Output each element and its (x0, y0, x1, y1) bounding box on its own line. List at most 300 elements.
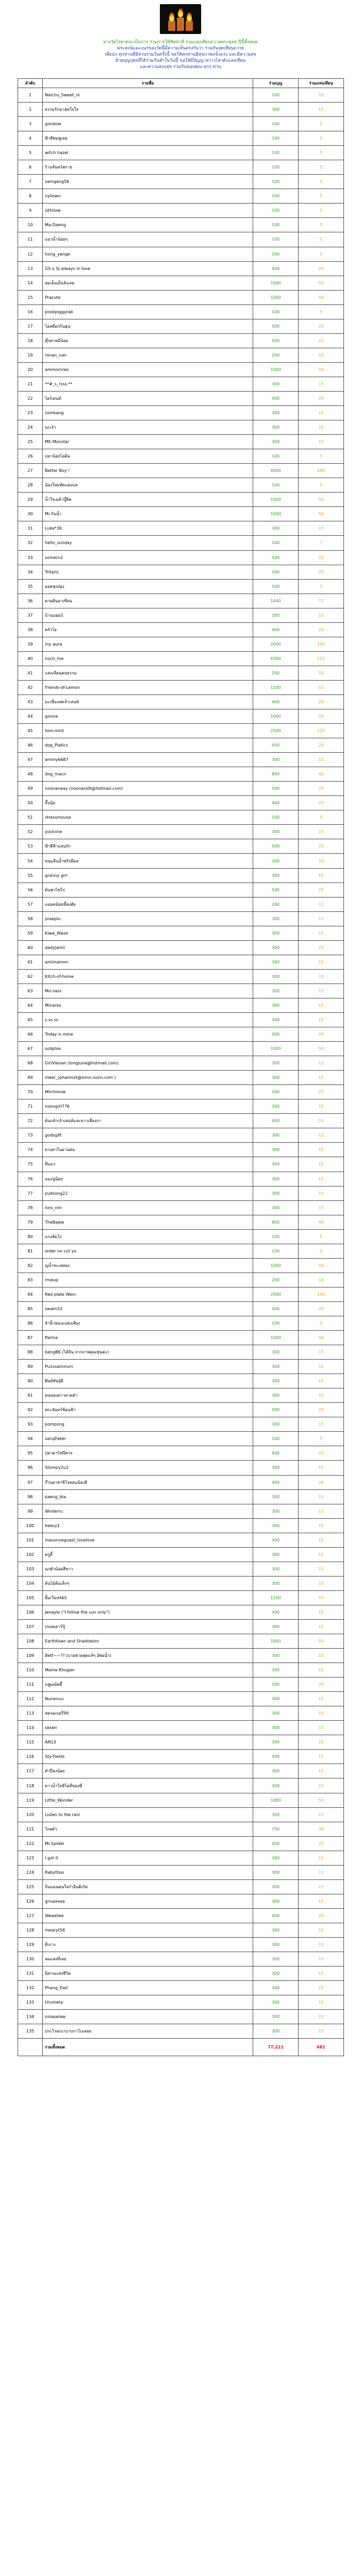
table-row (18, 2010, 344, 2024)
row-money: 1000 (253, 493, 299, 507)
row-name: godsgift (43, 1128, 253, 1143)
row-no: 36 (18, 594, 43, 608)
row-name: Kitch-of-home (43, 969, 253, 984)
table-row (18, 1186, 344, 1200)
row-name: friends-of-Lemon (43, 680, 253, 694)
row-money: 1000 (253, 507, 299, 521)
table-row (18, 1851, 344, 1865)
row-no: 28 (18, 478, 43, 493)
row-candles: 40 (299, 767, 344, 782)
row-no: 23 (18, 406, 43, 420)
header-money: ร่วมบุญ (253, 79, 299, 88)
row-money: 300 (253, 2010, 299, 2024)
table-row (18, 1301, 344, 1316)
row-money: 1100 (253, 1590, 299, 1605)
row-no: 56 (18, 883, 43, 897)
table-row (18, 1316, 344, 1330)
row-no: 21 (18, 377, 43, 391)
row-candles: 10 (299, 666, 344, 680)
row-no: 1 (18, 88, 43, 103)
row-name: ร้านจันทร์สกาย (43, 160, 253, 175)
row-name: noonaneay (noonand9@hotmail.com) (43, 782, 253, 796)
table-row (18, 839, 344, 854)
table-row (18, 1677, 344, 1692)
table-row (18, 1244, 344, 1258)
row-money: 300 (253, 1562, 299, 1576)
row-no: 58 (18, 911, 43, 926)
row-money: 300 (253, 1547, 299, 1562)
row-no: 116 (18, 1750, 43, 1764)
row-no: 97 (18, 1475, 43, 1489)
row-money: 300 (253, 1461, 299, 1475)
row-money: 100 (253, 204, 299, 218)
row-no: 90 (18, 1374, 43, 1388)
notice-line-5: และความสงบสุข ร่วมกันขอบคุณ ทุกๆ ท่าน (140, 64, 221, 70)
table-row (18, 1229, 344, 1244)
row-candles: 25 (299, 782, 344, 796)
row-money: 1000 (253, 362, 299, 377)
row-no: 77 (18, 1186, 43, 1200)
row-no: 75 (18, 1157, 43, 1172)
row-money: 400 (253, 1475, 299, 1489)
table-row (18, 2024, 344, 2039)
row-no: 18 (18, 333, 43, 348)
row-candles: 5 (299, 449, 344, 464)
table-row (18, 406, 344, 420)
row-money: 300 (253, 1360, 299, 1374)
table-row (18, 1388, 344, 1403)
row-no: 115 (18, 1735, 43, 1750)
row-name: ยิ้มเวียงHAS (43, 1590, 253, 1605)
row-no: 65 (18, 1013, 43, 1027)
row-name: แมวน้ำน้อยๆ (43, 232, 253, 247)
row-name: Weaaliee (43, 1908, 253, 1923)
table-row (18, 1258, 344, 1273)
row-name: rmeup (43, 1273, 253, 1287)
row-no: 14 (18, 276, 43, 290)
row-name: Today is mine (43, 1027, 253, 1042)
row-name: Better Boy ! (43, 464, 253, 478)
row-candles: 15 (299, 1764, 344, 1778)
row-candles: 20 (299, 1446, 344, 1461)
table-row (18, 1938, 344, 1952)
row-money: 300 (253, 1172, 299, 1186)
row-no: 93 (18, 1417, 43, 1432)
table-row (18, 1793, 344, 1807)
row-no: 86 (18, 1316, 43, 1330)
row-no: 52 (18, 825, 43, 839)
table-row (18, 1403, 344, 1417)
row-name: น้ำใจเมต้าบู๊ติค (43, 493, 253, 507)
row-money: 100 (253, 1316, 299, 1330)
row-money: 300 (253, 1750, 299, 1764)
row-name: nyllown (43, 189, 253, 204)
row-candles: 50 (299, 1258, 344, 1273)
row-no: 124 (18, 1865, 43, 1879)
row-candles: 15 (299, 1099, 344, 1114)
row-no: 59 (18, 926, 43, 940)
row-name: Winterru (43, 1504, 253, 1518)
row-candles: 215 (299, 651, 344, 666)
row-candles: 15 (299, 1576, 344, 1590)
row-name: แสงเทียนคนธรรม (43, 666, 253, 680)
row-candles: 15 (299, 1504, 344, 1518)
row-candles: 50 (299, 1634, 344, 1649)
row-name: ลูกบอลลอย (43, 1894, 253, 1908)
total-row (18, 2039, 344, 2056)
row-no: 83 (18, 1273, 43, 1287)
table-row (18, 1432, 344, 1446)
table-row (18, 651, 344, 666)
row-name: ยอดพุงป่อง (43, 579, 253, 594)
row-candles: 10 (299, 88, 344, 103)
table-row (18, 103, 344, 117)
row-name: ก๊วนอาสาชิโจตอบน้องสิ (43, 1475, 253, 1489)
row-money: 300 (253, 911, 299, 926)
row-candles: 15 (299, 435, 344, 449)
row-name: พระจันทร์ซ้อนฟ้า (43, 1403, 253, 1417)
row-money: 400 (253, 1301, 299, 1316)
table-row (18, 926, 344, 940)
row-name: ปลาคาร์ฟปีศาจ (43, 1446, 253, 1461)
row-no: 117 (18, 1764, 43, 1778)
table-row (18, 1489, 344, 1504)
row-name: ดวงตาในม่านฝน (43, 1143, 253, 1157)
row-money: 400 (253, 738, 299, 753)
row-name: Nunenuu (43, 1692, 253, 1706)
row-no: 71 (18, 1099, 43, 1114)
row-money: 300 (253, 1143, 299, 1157)
row-candles: 15 (299, 1778, 344, 1793)
row-candles: 15 (299, 1533, 344, 1547)
row-no: 3 (18, 117, 43, 131)
row-money: 100 (253, 247, 299, 261)
table-row (18, 493, 344, 507)
row-no: 84 (18, 1287, 43, 1301)
row-candles: 15 (299, 1374, 344, 1388)
row-name: sithilow (43, 204, 253, 218)
row-candles: 15 (299, 868, 344, 883)
table-row (18, 1721, 344, 1735)
row-no: 7 (18, 175, 43, 189)
row-name: ไอร์เดนท์ (43, 391, 253, 405)
row-no: 69 (18, 1071, 43, 1085)
row-money: 1000 (253, 276, 299, 290)
row-money: 300 (253, 1345, 299, 1360)
row-candles: 15 (299, 1981, 344, 1995)
row-name: น้องใหม่หัดแต่งบล (43, 478, 253, 493)
table-row (18, 724, 344, 738)
row-money: 300 (253, 1938, 299, 1952)
row-no: 113 (18, 1706, 43, 1721)
table-row (18, 1547, 344, 1562)
row-name: แม่มดน้อยขี้สงสัย (43, 897, 253, 911)
table-row (18, 261, 344, 276)
row-money: 500 (253, 319, 299, 333)
table-row (18, 1504, 344, 1518)
row-candles: 5 (299, 810, 344, 825)
row-no: 73 (18, 1128, 43, 1143)
row-candles: 38 (299, 1822, 344, 1836)
table-row (18, 1013, 344, 1027)
table-row (18, 782, 344, 796)
row-name: AN13 (43, 1735, 253, 1750)
table-row (18, 304, 344, 319)
row-candles: 50 (299, 709, 344, 724)
row-money: 1000 (253, 1634, 299, 1649)
row-name: ดีเกาะ (43, 1938, 253, 1952)
flame-left-icon (169, 12, 174, 22)
row-name: hello_sunday (43, 536, 253, 550)
row-name: มะเขือเทศเจ้าเสน่ห์ (43, 694, 253, 709)
row-money: 4300 (253, 651, 299, 666)
row-money: 400 (253, 261, 299, 276)
row-name: สตรอเบอรี่99 (43, 1706, 253, 1721)
table-row (18, 767, 344, 782)
table-row (18, 998, 344, 1012)
row-money: 500 (253, 550, 299, 565)
row-candles: 15 (299, 1056, 344, 1071)
row-money: 200 (253, 88, 299, 103)
row-name: sexen (43, 1721, 253, 1735)
row-candles: 15 (299, 1750, 344, 1764)
row-no: 51 (18, 810, 43, 825)
row-candles: 100 (299, 1287, 344, 1301)
row-name: ปลาน้อยไอติม (43, 449, 253, 464)
row-money: 300 (253, 1649, 299, 1663)
table-row (18, 969, 344, 984)
row-no: 108 (18, 1634, 43, 1649)
table-row (18, 1475, 344, 1489)
row-name: Mr.กินน้ำ (43, 507, 253, 521)
row-candles: 20 (299, 391, 344, 405)
notice-line-3: เพื่อนๆ ทุกท่านที่มีส่วนร่วมในครั้งนี้ ขอให้ทุกท่านมีสุขภาพแข็งแรง และมีความสุข (105, 52, 256, 57)
row-candles: 15 (299, 521, 344, 536)
row-money: 100 (253, 189, 299, 204)
row-no: 99 (18, 1504, 43, 1518)
row-no: 131 (18, 1967, 43, 1981)
table-row (18, 507, 344, 521)
table-row (18, 1215, 344, 1229)
row-money: 500 (253, 1085, 299, 1099)
row-money: 300 (253, 1518, 299, 1533)
row-candles: 25 (299, 1677, 344, 1692)
table-row (18, 680, 344, 694)
row-candles: 20 (299, 694, 344, 709)
row-name: amimaimm (43, 955, 253, 969)
row-name: ปรเพเดาร์ปุ้ (43, 1619, 253, 1634)
row-candles: 5 (299, 117, 344, 131)
row-no: 123 (18, 1851, 43, 1865)
table-header-row (18, 79, 344, 88)
row-name: ตัวป๊องน้อย (43, 1764, 253, 1778)
row-candles: 10 (299, 854, 344, 868)
row-no: 34 (18, 565, 43, 579)
row-money: 100 (253, 304, 299, 319)
row-candles: 15 (299, 1489, 344, 1504)
row-name: ronan_nan (43, 348, 253, 362)
row-no: 48 (18, 767, 43, 782)
row-money: 100 (253, 449, 299, 464)
row-no: 24 (18, 420, 43, 435)
row-no: 91 (18, 1388, 43, 1403)
row-candles: 20 (299, 261, 344, 276)
row-name: ธรรมรักษาสุขใจใจ (43, 103, 253, 117)
table-row (18, 1908, 344, 1923)
row-candles: 15 (299, 1157, 344, 1172)
row-name: somkang (43, 406, 253, 420)
row-money: 2000 (253, 1287, 299, 1301)
table-row (18, 88, 344, 103)
table-row (18, 175, 344, 189)
row-no: 27 (18, 464, 43, 478)
candle-right-icon (186, 21, 193, 31)
row-candles: 15 (299, 1200, 344, 1215)
row-candles: 15 (299, 1938, 344, 1952)
table-row (18, 204, 344, 218)
row-no: 122 (18, 1836, 43, 1851)
row-name: บ้านบอมบ์ (43, 608, 253, 622)
row-name: ไกลตัว (43, 1822, 253, 1836)
row-candles: 15 (299, 1735, 344, 1750)
row-name: ninaselaw (43, 2010, 253, 2024)
row-candles: 15 (299, 1417, 344, 1432)
row-candles: 5 (299, 1244, 344, 1258)
table-row (18, 1085, 344, 1099)
row-no: 120 (18, 1807, 43, 1822)
header-candles: ร่วมแท่งเทียน (299, 79, 344, 88)
table-row (18, 1200, 344, 1215)
row-money: 300 (253, 2024, 299, 2039)
table-row (18, 911, 344, 926)
row-candles: 5 (299, 189, 344, 204)
table-row (18, 897, 344, 911)
table-row (18, 753, 344, 767)
row-no: 103 (18, 1562, 43, 1576)
row-no: 128 (18, 1923, 43, 1937)
row-name: ต้นไม้ต้นเล็กๆ (43, 1576, 253, 1590)
row-name: samgang56 (43, 175, 253, 189)
table-row (18, 1273, 344, 1287)
row-name: praeplu (43, 911, 253, 926)
table-row (18, 1706, 344, 1721)
row-name: ฟ้าสีชมพูเทอ (43, 131, 253, 146)
row-money: 300 (253, 1071, 299, 1085)
row-no: 130 (18, 1952, 43, 1967)
row-name: Little_Wonder (43, 1793, 253, 1807)
row-name: ไอสต๊อกกินฮุน (43, 319, 253, 333)
row-candles: 5 (299, 478, 344, 493)
row-no: 70 (18, 1085, 43, 1099)
table-row (18, 146, 344, 160)
row-name: dog_Platics (43, 738, 253, 753)
table-row (18, 333, 344, 348)
row-candles: 50 (299, 1793, 344, 1807)
table-row (18, 1649, 344, 1663)
table-row (18, 478, 344, 493)
row-name: แมงปูน้อย (43, 1172, 253, 1186)
row-money: 300 (253, 1721, 299, 1735)
table-row (18, 1923, 344, 1937)
row-no: 30 (18, 507, 43, 521)
table-row (18, 1619, 344, 1634)
row-no: 33 (18, 550, 43, 565)
row-no: 20 (18, 362, 43, 377)
row-money: 300 (253, 1952, 299, 1967)
row-name: บลูมเม้ดดี้ (43, 1677, 253, 1692)
row-name: beesy1 (43, 1518, 253, 1533)
row-candles: 5 (299, 304, 344, 319)
row-money: 300 (253, 406, 299, 420)
table-row (18, 131, 344, 146)
row-money: 100 (253, 160, 299, 175)
row-money: 300 (253, 1967, 299, 1981)
row-candles: 15 (299, 1923, 344, 1937)
row-name: ญน้ำทะเลทอง (43, 1258, 253, 1273)
table-row (18, 420, 344, 435)
row-money: 300 (253, 1605, 299, 1619)
row-no: 109 (18, 1649, 43, 1663)
row-candles: 15 (299, 1388, 344, 1403)
row-money: 300 (253, 521, 299, 536)
table-row (18, 1099, 344, 1114)
table-row (18, 1042, 344, 1056)
row-money: 100 (253, 131, 299, 146)
table-row (18, 189, 344, 204)
table-row (18, 1590, 344, 1605)
row-candles: 15 (299, 1952, 344, 1967)
table-body (18, 88, 344, 2039)
row-money: 100 (253, 218, 299, 232)
row-no: 94 (18, 1432, 43, 1446)
table-row (18, 694, 344, 709)
row-name: Mo-sass (43, 984, 253, 998)
row-money: 300 (253, 1706, 299, 1721)
row-name: ศิษย์พันธุ์ดี (43, 1374, 253, 1388)
row-money: 140 (253, 536, 299, 550)
row-no: 72 (18, 1114, 43, 1128)
flame-right-icon (187, 12, 192, 22)
total-no-cell (18, 2039, 43, 2056)
row-no: 82 (18, 1258, 43, 1273)
row-money: 300 (253, 1619, 299, 1634)
row-candles: 50 (299, 507, 344, 521)
notice-text (67, 39, 294, 70)
table-row (18, 362, 344, 377)
row-candles: 15 (299, 420, 344, 435)
row-no: 78 (18, 1200, 43, 1215)
row-no: 132 (18, 1981, 43, 1995)
row-name: แกงส้มไก่ (43, 1229, 253, 1244)
table-row (18, 868, 344, 883)
row-money: 300 (253, 1186, 299, 1200)
row-no: 96 (18, 1461, 43, 1475)
row-candles: 15 (299, 753, 344, 767)
row-name: Minarex (43, 998, 253, 1012)
row-no: 9 (18, 204, 43, 218)
table-row (18, 1822, 344, 1836)
row-money: 300 (253, 1663, 299, 1677)
row-name: Puxxsamirum (43, 1360, 253, 1374)
table-row (18, 940, 344, 955)
row-money: 500 (253, 1403, 299, 1417)
row-candles: 15 (299, 1518, 344, 1533)
row-name: pookpiggyrab (43, 304, 253, 319)
table-row (18, 622, 344, 637)
row-no: 106 (18, 1605, 43, 1619)
row-money: 1000 (253, 1258, 299, 1273)
row-money: 100 (253, 117, 299, 131)
